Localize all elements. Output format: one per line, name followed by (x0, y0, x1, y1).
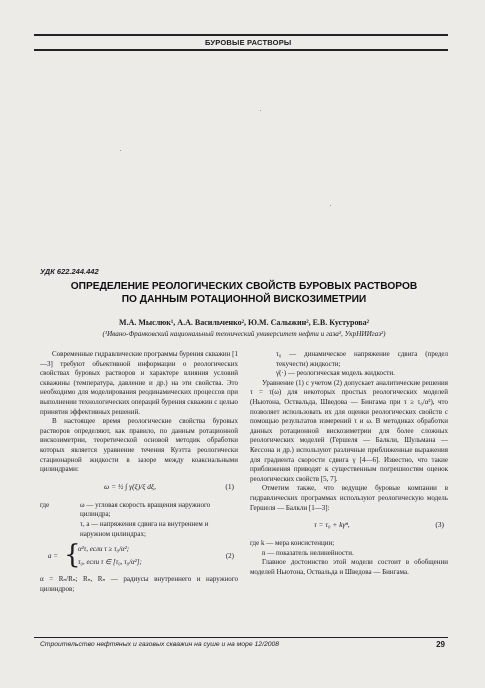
definition-text: напряжения сдвига на внутреннем и наружном цилиндрах; (80, 519, 209, 538)
journal-name: Строительство нефтяных и газовых скважин на суше и на море 12/2008 (40, 641, 280, 648)
equation-1 (40, 479, 238, 497)
paragraph: В настоящее время реологические свойства буровых растворов определяют, как правило, по данным ротационной вискозиметрии, теоретической основой методик обработки которых является уравнение течения Куэтта реологически стационарной жидкости в зазоре между коаксиальными цилиндрами: (40, 417, 238, 474)
equation-body: ω = ½ ∫ γ̇(ξ)/ξ dξ, (104, 481, 156, 491)
equation-case-1: α²τ, если τ ≥ τ₀/α²; (78, 545, 130, 554)
equation-number: (1) (225, 481, 234, 491)
left-column (40, 350, 238, 594)
section-title: БУРОВЫЕ РАСТВОРЫ (205, 38, 292, 47)
udk-code: УДК 622.244.442 (40, 267, 99, 276)
paragraph: Уравнение (1) с учетом (2) допускает аналитические решения τ = τ(ω) для некоторых простых реологических моделей (Ньютона, Оствальда, Шведова — Бингама при τ ≥ τ₀/α²), что позволяет использовать их для оценки реологических свойств с помощью результатов измерений τ и ω. В методиках обработки данных ротационной вискозиметрии для более сложных реологических моделей (Гершеля — Балкли, Шульмана — Кессона и др.) используют различные приближенные выражения для градиента скорости сдвига γ [4—6]. Известно, что такие приближения приводят к существенным погрешностям оценок реологических свойств [5, 7]. (250, 378, 448, 483)
definition-text: угловая скорость вращения наружного цилиндра; (80, 500, 211, 519)
title-line-2: ПО ДАННЫМ РОТАЦИОННОЙ ВИСКОЗИМЕТРИИ (121, 293, 367, 305)
definition-text: где k — мера консистенции; (250, 539, 335, 548)
article-title (40, 281, 448, 306)
scan-speck (330, 205, 331, 206)
authors: М.А. Мыслюк¹, А.А. Васильченко², Ю.М. Салыжин², Е.В. Кустурова² (119, 318, 369, 327)
definition-row (40, 501, 238, 520)
definition-text: n — показатель нелинейности. (262, 548, 354, 557)
footer-rule (34, 637, 448, 638)
right-column (250, 350, 448, 577)
paragraph: Главное достоинство этой модели состоит в обобщении моделей Ньютона, Оствальда и Шведова — Бингама. (250, 558, 448, 576)
definition-row (40, 520, 238, 539)
scan-speck (260, 110, 261, 111)
equation-3 (250, 517, 448, 535)
definition-text: τ₀ — динамическое напряжение сдвига (предел текучести) жидкости; (276, 350, 448, 368)
equation-case-2: τ₀, если τ ∈ [τ₀, τ₀/α²]; (78, 558, 142, 567)
equation-2 (40, 540, 238, 571)
page-number: 29 (436, 640, 445, 649)
scan-speck (120, 150, 121, 151)
header-rule (34, 34, 448, 36)
header-rule-bottom (34, 49, 448, 51)
symbol: τ, a — (80, 519, 99, 528)
definition-text: α = Rₙ/Rₙ; Rₙ, Rₙ — радиусы внутреннего и наружного цилиндров; (40, 575, 238, 593)
symbol: ω — (80, 500, 94, 509)
where-label: где (40, 500, 50, 509)
brace-symbol: { (64, 540, 81, 571)
equation-body: τ = τ₀ + kγ̇ⁿ, (314, 520, 350, 530)
paragraph: Отметим также, что ведущие буровые компании в гидравлических программах используют реологическую модель Гершеля — Балкли [1—3]: (250, 484, 448, 512)
equation-number: (3) (435, 520, 444, 530)
equation-lhs: a = (48, 552, 58, 561)
title-line-1: ОПРЕДЕЛЕНИЕ РЕОЛОГИЧЕСКИХ СВОЙСТВ БУРОВЫХ РАСТВОРОВ (70, 281, 418, 292)
affiliation: (¹Ивано-Франковский национальный технический университет нефти и газа², УкрНИИгаз²) (102, 330, 386, 338)
paragraph: Современные гидравлические программы бурения скважин [1—3] требуют объективной информации о реологических свойствах буровых растворов и характере влияния условий скважины (температура, давление и др.) на эти свойства. Это необходимо для моделирования реодинамических процессов при выполнении технологических операций бурения скважин с целью принятия эффективных решений. (40, 350, 238, 416)
equation-number: (2) (225, 552, 234, 561)
definition-text: γ̇(·) — реологическая модель жидкости. (276, 369, 395, 378)
